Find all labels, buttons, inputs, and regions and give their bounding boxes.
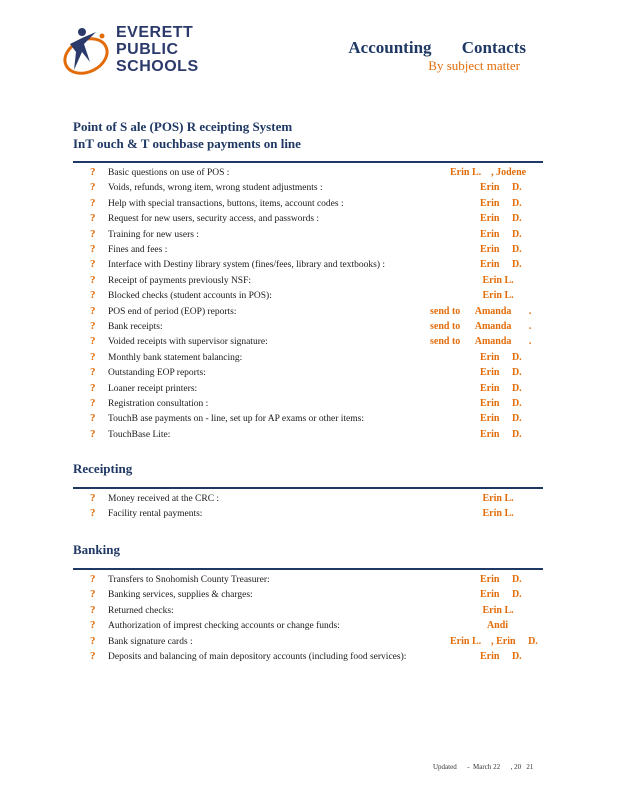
question-mark-icon: ?: [90, 196, 96, 209]
list-item: [90, 306, 550, 321]
logo-text: [116, 24, 199, 75]
question-mark-icon: ?: [90, 650, 96, 662]
item-label: Interface with Destiny library system (fines/fees, library and textbooks) :: [108, 260, 385, 271]
contact-name: Erin D.: [430, 651, 522, 662]
list-item: [90, 413, 550, 428]
list-item: [90, 352, 550, 367]
item-label: Loaner receipt printers:: [108, 383, 198, 394]
logo-line: SCHOOLS: [116, 58, 199, 75]
question-mark-icon: ?: [90, 381, 96, 394]
contact-name: Erin L. , Erin D.: [430, 635, 538, 647]
district-logo: [62, 22, 202, 84]
contact-name: Erin L.: [430, 493, 514, 504]
contact-name: Erin D.: [430, 398, 522, 409]
list-item: [90, 321, 550, 336]
list-item: [90, 493, 550, 508]
item-label: Request for new users, security access, and passwords :: [108, 214, 320, 225]
item-label: Basic questions on use of POS :: [108, 168, 230, 178]
list-item: [90, 244, 550, 259]
list-item: [90, 508, 550, 523]
question-mark-icon: ?: [90, 634, 96, 647]
contact-name: send to Amanda .: [430, 305, 532, 317]
item-label: Bank signature cards :: [108, 636, 193, 647]
item-label: Money received at the CRC :: [108, 494, 220, 504]
logo-line: PUBLIC: [116, 41, 179, 58]
contact-name: Erin D.: [430, 182, 522, 194]
list-item: [90, 336, 550, 351]
contact-name: Erin L. , Jodene: [430, 167, 527, 178]
item-label: Voided receipts with supervisor signature:: [108, 337, 268, 348]
item-label: Deposits and balancing of main depository accounts (including food services):: [108, 652, 407, 662]
list-item: [90, 259, 550, 274]
section-heading: Receipting: [73, 461, 133, 476]
item-label: Authorization of imprest checking accounts or change funds:: [108, 621, 340, 632]
question-mark-icon: ?: [90, 320, 96, 332]
item-label: Transfers to Snohomish County Treasurer:: [108, 575, 270, 585]
item-label: Facility rental payments:: [108, 509, 203, 520]
question-mark-icon: ?: [90, 492, 96, 504]
item-label: Voids, refunds, wrong item, wrong student adjustments :: [108, 183, 323, 194]
section-divider: [73, 568, 543, 570]
item-label: Help with special transactions, buttons, items, account codes :: [108, 198, 344, 209]
question-mark-icon: ?: [90, 258, 96, 271]
item-label: Blocked checks (student accounts in POS):: [108, 291, 272, 302]
question-mark-icon: ?: [90, 335, 96, 348]
question-mark-icon: ?: [90, 273, 96, 286]
item-label: Registration consultation :: [108, 399, 209, 409]
contact-name: Andi: [430, 620, 509, 632]
contact-name: Erin D.: [430, 367, 522, 379]
question-mark-icon: ?: [90, 397, 96, 409]
question-mark-icon: ?: [90, 166, 96, 178]
contact-name: Erin D.: [430, 197, 522, 209]
contact-name: Erin L.: [430, 508, 514, 520]
contact-name: Erin D.: [430, 351, 522, 363]
question-mark-icon: ?: [90, 573, 96, 585]
question-mark-icon: ?: [90, 588, 96, 601]
item-label: Returned checks:: [108, 605, 174, 616]
item-label: TouchB ase payments on - line, set up for AP exams or other items:: [108, 414, 364, 425]
item-label: TouchBase Lite:: [108, 429, 171, 440]
question-mark-icon: ?: [90, 366, 96, 379]
contact-name: send to Amanda .: [430, 336, 532, 348]
list-item: [90, 213, 550, 228]
list-item: [90, 182, 550, 197]
section-heading: InT ouch & T ouchbase payments on line: [73, 136, 301, 151]
contact-name: Erin D.: [430, 259, 522, 271]
list-item: [90, 167, 550, 182]
question-mark-icon: ?: [90, 304, 96, 317]
contact-name: Erin D.: [430, 228, 522, 240]
section-heading: Banking: [73, 542, 120, 557]
contact-name: Erin L.: [430, 604, 514, 616]
page-title: Accounting Contacts: [348, 38, 526, 57]
question-mark-icon: ?: [90, 181, 96, 194]
list-item: [90, 605, 550, 620]
item-label: Training for new users :: [108, 229, 199, 240]
item-label: Fines and fees :: [108, 245, 168, 255]
question-mark-icon: ?: [90, 619, 96, 632]
contact-name: Erin D.: [430, 413, 522, 425]
contact-name: Erin L.: [430, 290, 514, 302]
list-item: [90, 275, 550, 290]
contact-name: Erin D.: [430, 382, 522, 394]
list-item: [90, 229, 550, 244]
item-label: Receipt of payments previously NSF:: [108, 275, 252, 286]
list-item: [90, 398, 550, 413]
contact-name: Erin D.: [430, 574, 522, 585]
question-mark-icon: ?: [90, 603, 96, 616]
list-item: [90, 620, 550, 635]
item-label: POS end of period (EOP) reports:: [108, 306, 237, 317]
section-divider: [73, 487, 543, 489]
contact-name: Erin D.: [430, 244, 522, 255]
list-item: [90, 589, 550, 604]
question-mark-icon: ?: [90, 227, 96, 240]
contact-name: Erin D.: [430, 213, 522, 225]
list-item: [90, 198, 550, 213]
question-mark-icon: ?: [90, 350, 96, 363]
contact-name: send to Amanda .: [430, 321, 532, 332]
updated-date: Updated - March 22 , 20 21: [433, 763, 534, 771]
item-label: Bank receipts:: [108, 322, 163, 332]
contact-name: Erin D.: [430, 589, 522, 601]
question-mark-icon: ?: [90, 507, 96, 520]
list-item: [90, 367, 550, 382]
item-label: Banking services, supplies & charges:: [108, 590, 253, 601]
section-divider: [73, 161, 543, 163]
contact-name: Erin D.: [430, 428, 522, 440]
list-item: [90, 383, 550, 398]
contact-name: Erin L.: [430, 274, 514, 286]
logo-line: EVERETT: [116, 24, 194, 41]
question-mark-icon: ?: [90, 243, 96, 255]
list-item: [90, 574, 550, 589]
question-mark-icon: ?: [90, 412, 96, 425]
question-mark-icon: ?: [90, 212, 96, 225]
list-item: [90, 290, 550, 305]
item-label: Monthly bank statement balancing:: [108, 352, 243, 363]
swoosh-figure-icon: [62, 22, 118, 84]
section-heading: Point of S ale (POS) R eceipting System: [73, 119, 293, 134]
list-item: [90, 429, 550, 444]
question-mark-icon: ?: [90, 427, 96, 440]
list-item: [90, 636, 550, 651]
page-subtitle: By subject matter: [428, 58, 520, 73]
question-mark-icon: ?: [90, 289, 96, 302]
list-item: [90, 651, 550, 666]
item-label: Outstanding EOP reports:: [108, 368, 206, 379]
